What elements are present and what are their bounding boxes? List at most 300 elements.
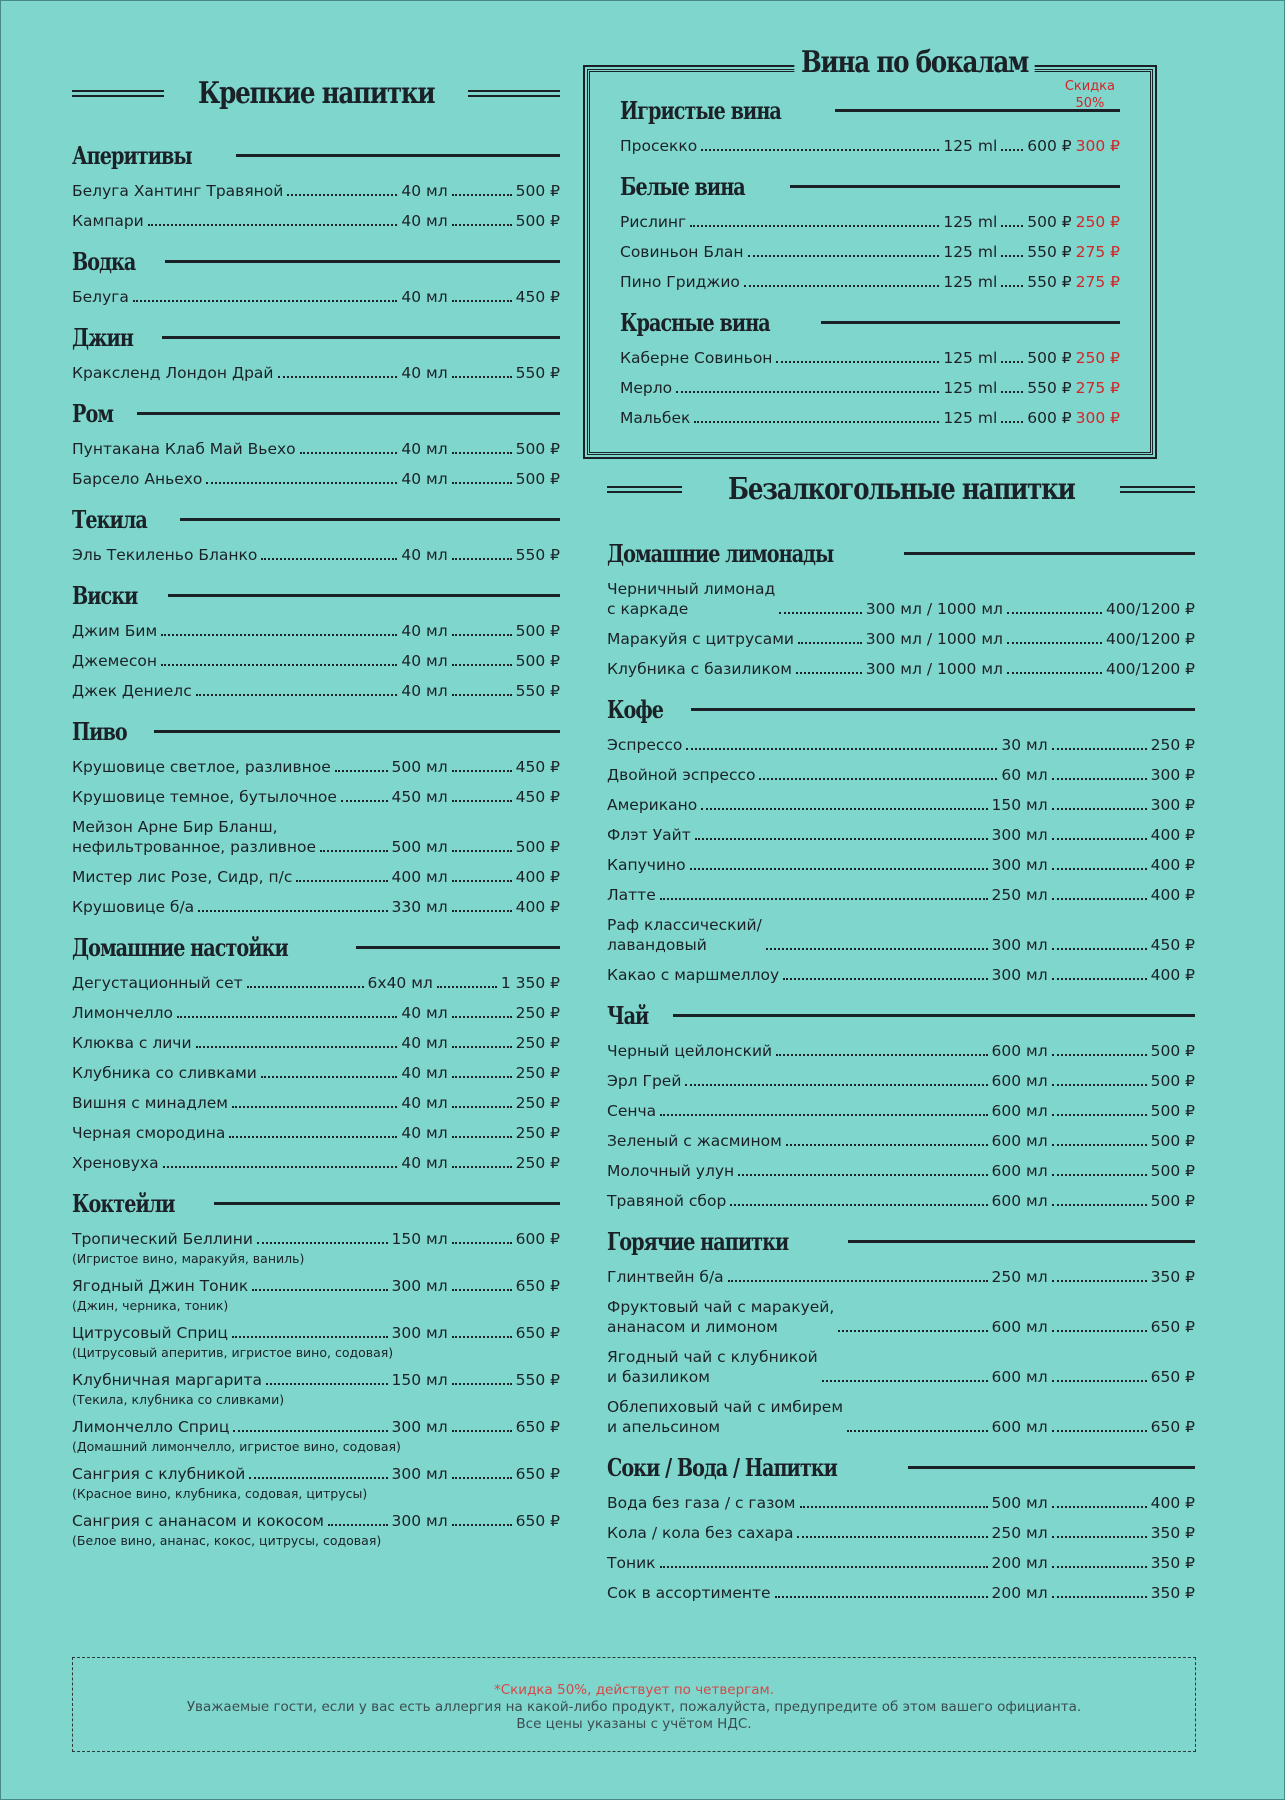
item-volume: 125 ml (943, 379, 998, 397)
item-name (72, 817, 316, 857)
section-title: Чай (607, 1000, 649, 1030)
menu-item (607, 1397, 1195, 1437)
item-volume: 250 мл (991, 1268, 1048, 1286)
menu-item (72, 1063, 560, 1083)
item-volume: 600 мл (991, 1042, 1048, 1060)
item-price: 450 ₽ (515, 788, 560, 806)
item-price: 500 ₽ (1150, 1132, 1195, 1150)
menu-item (607, 1553, 1195, 1573)
item-name: Вишня с минадлем (72, 1094, 228, 1112)
item-discount-price: 275 ₽ (1075, 379, 1120, 397)
item-name: Маракуйя с цитрусами (607, 630, 794, 648)
section-title: Красные вина (620, 307, 770, 337)
dot-leader (1052, 868, 1147, 870)
dot-leader (328, 1524, 388, 1526)
item-name-line1: Мейзон Арне Бир Бланш, (72, 818, 278, 836)
item-volume: 300 мл (391, 1512, 448, 1530)
item-price: 400 ₽ (515, 868, 560, 886)
dot-leader (148, 224, 398, 226)
dot-leader (452, 1076, 512, 1078)
item-price: 400/1200 ₽ (1105, 600, 1195, 618)
item-volume: 40 мл (401, 1124, 448, 1142)
dot-leader (437, 986, 497, 988)
item-name: Клубника с базиликом (607, 660, 792, 678)
soft-drinks-heading: Безалкогольные напитки (727, 471, 1075, 507)
item-name: Американо (607, 796, 698, 814)
item-volume: 40 мл (401, 470, 448, 488)
menu-item (72, 897, 560, 917)
item-name-line2: ананасом и лимоном (607, 1318, 778, 1336)
section-header (607, 533, 1195, 573)
dot-leader (452, 194, 512, 196)
item-price: 400 ₽ (1150, 1494, 1195, 1512)
item-volume: 40 мл (401, 364, 448, 382)
menu-item (620, 136, 1120, 156)
item-volume: 40 мл (401, 652, 448, 670)
item-name: Молочный улун (607, 1162, 735, 1180)
section-rule (236, 154, 560, 157)
item-volume: 330 мл (391, 898, 448, 916)
dot-leader (452, 1106, 512, 1108)
item-volume: 300 мл (391, 1277, 448, 1295)
dot-leader (838, 1330, 987, 1332)
item-name: Мальбек (620, 409, 691, 427)
item-volume: 300 мл (391, 1324, 448, 1342)
section-rule (137, 412, 560, 415)
footer-vat-note: Все цены указаны с учётом НДС. (516, 1716, 752, 1732)
dot-leader (1007, 642, 1102, 644)
dot-leader (1052, 1536, 1147, 1538)
item-volume: 125 ml (943, 409, 998, 427)
item-volume: 300 мл / 1000 мл (865, 660, 1003, 678)
dot-leader (232, 1106, 397, 1108)
item-name-line1: Фруктовый чай с маракуей, (607, 1298, 835, 1316)
dot-leader (452, 1046, 512, 1048)
item-name: Просекко (620, 137, 698, 155)
item-volume: 500 мл (391, 838, 448, 856)
dot-leader (452, 1166, 512, 1168)
item-ingredients: (Игристое вино, маракуйя, ваниль) (72, 1251, 305, 1266)
discount-note-value: 50% (1075, 96, 1105, 111)
menu-item (620, 408, 1120, 428)
item-price: 650 ₽ (515, 1277, 560, 1295)
item-price: 500 ₽ (515, 212, 560, 230)
item-volume: 40 мл (401, 1094, 448, 1112)
strong-drinks-title (72, 69, 560, 117)
dot-leader (452, 1289, 512, 1291)
dot-leader (452, 770, 512, 772)
dot-leader (452, 1430, 512, 1432)
dot-leader (1052, 1506, 1147, 1508)
item-volume: 300 мл (391, 1465, 448, 1483)
item-volume: 300 мл (391, 1418, 448, 1436)
menu-item (72, 211, 560, 231)
menu-item (72, 867, 560, 887)
dot-leader (261, 1076, 398, 1078)
menu-item (620, 212, 1120, 232)
dot-leader (1001, 421, 1023, 423)
item-name: Латте (607, 886, 656, 904)
item-name-line1: Черничный лимонад (607, 580, 776, 598)
section-title: Текила (72, 504, 147, 534)
dot-leader (229, 1136, 397, 1138)
footer-notice (72, 1657, 1196, 1752)
menu-item (607, 765, 1195, 785)
dot-leader (452, 1242, 512, 1244)
item-price: 400 ₽ (1150, 856, 1195, 874)
menu-item (72, 363, 560, 383)
item-price: 550 ₽ (515, 364, 560, 382)
item-name: Двойной эспрессо (607, 766, 756, 784)
item-price: 400 ₽ (515, 898, 560, 916)
item-volume: 300 мл (991, 966, 1048, 984)
item-price: 500 ₽ (515, 182, 560, 200)
dot-leader (452, 850, 512, 852)
menu-item (607, 1191, 1195, 1211)
menu-item (72, 287, 560, 307)
item-price: 550 ₽ (515, 1371, 560, 1389)
dot-leader (1052, 1174, 1147, 1176)
dot-leader (676, 391, 939, 393)
item-name: Черная смородина (72, 1124, 226, 1142)
section-rule (848, 1240, 1195, 1243)
dot-leader (796, 672, 862, 674)
item-name: Пино Гриджио (620, 273, 740, 291)
menu-item (607, 795, 1195, 815)
item-price: 350 ₽ (1150, 1268, 1195, 1286)
title-rule-right (468, 90, 560, 97)
item-name: Клюква с личи (72, 1034, 192, 1052)
dot-leader (1052, 1566, 1147, 1568)
strong-drinks-sections (72, 135, 560, 1548)
dot-leader (452, 1016, 512, 1018)
dot-leader (252, 1289, 387, 1291)
dot-leader (685, 1084, 987, 1086)
menu-item (72, 757, 560, 777)
menu-item (607, 1493, 1195, 1513)
dot-leader (1052, 1204, 1147, 1206)
dot-leader (452, 482, 512, 484)
dot-leader (822, 1380, 988, 1382)
item-name: Пунтакана Клаб Май Вьехо (72, 440, 296, 458)
item-volume: 125 ml (943, 137, 998, 155)
item-name: Джим Бим (72, 622, 158, 640)
item-volume: 150 мл (391, 1230, 448, 1248)
item-volume: 600 мл (991, 1072, 1048, 1090)
section-title: Водка (72, 246, 136, 276)
item-name: Эспрессо (607, 736, 683, 754)
item-name: Какао с маршмеллоу (607, 966, 780, 984)
item-price: 550 ₽ (515, 546, 560, 564)
item-price: 550 ₽ (1027, 379, 1072, 397)
item-name: Тоник (607, 1554, 656, 1572)
item-name: Травяной сбор (607, 1192, 727, 1210)
dot-leader (660, 1566, 988, 1568)
dot-leader (701, 808, 987, 810)
section-rule (673, 1014, 1195, 1017)
menu-item (72, 439, 560, 459)
section-rule (356, 946, 560, 949)
item-name: Зеленый с жасмином (607, 1132, 782, 1150)
dot-leader (1052, 978, 1147, 980)
item-discount-price: 300 ₽ (1075, 137, 1120, 155)
dot-leader (1001, 225, 1023, 227)
dot-leader (759, 778, 997, 780)
section-title: Игристые вина (620, 95, 781, 125)
item-price: 400 ₽ (1150, 826, 1195, 844)
dot-leader (1001, 255, 1023, 257)
item-discount-price: 275 ₽ (1075, 243, 1120, 261)
item-name: Рислинг (620, 213, 687, 231)
dot-leader (1001, 361, 1023, 363)
item-name-line2: и базиликом (607, 1368, 710, 1386)
item-discount-price: 275 ₽ (1075, 273, 1120, 291)
dot-leader (452, 1477, 512, 1479)
menu-item (607, 1297, 1195, 1337)
title-rule-left (72, 90, 164, 97)
dot-leader (133, 300, 397, 302)
item-volume: 450 мл (391, 788, 448, 806)
item-price: 350 ₽ (1150, 1554, 1195, 1572)
item-name-line2: лавандовый (607, 936, 707, 954)
wines-heading: Вина по бокалам (795, 45, 1035, 80)
item-volume: 40 мл (401, 1034, 448, 1052)
item-name: Мерло (620, 379, 673, 397)
menu-item (607, 885, 1195, 905)
item-volume: 40 мл (401, 212, 448, 230)
item-name (607, 1297, 834, 1337)
dot-leader (452, 300, 512, 302)
dot-leader (786, 1144, 988, 1146)
section-title: Виски (72, 580, 138, 610)
item-name: Глинтвейн б/а (607, 1268, 724, 1286)
item-volume: 40 мл (401, 682, 448, 700)
menu-item (72, 1003, 560, 1023)
item-name-line1: Раф классический/ (607, 916, 762, 934)
item-name (607, 915, 762, 955)
item-name: Крушовице б/а (72, 898, 195, 916)
item-volume: 300 мл / 1000 мл (865, 600, 1003, 618)
item-volume: 300 мл (991, 856, 1048, 874)
item-name: Белуга (72, 288, 129, 306)
item-name: Дегустационный сет (72, 974, 243, 992)
menu-item (607, 629, 1195, 649)
item-volume: 600 мл (991, 1318, 1048, 1336)
item-volume: 250 мл (991, 886, 1048, 904)
dot-leader (335, 770, 388, 772)
dot-leader (452, 376, 512, 378)
item-price: 600 ₽ (515, 1230, 560, 1248)
dot-leader (232, 1336, 388, 1338)
dot-leader (452, 224, 512, 226)
dot-leader (452, 1336, 512, 1338)
dot-leader (341, 800, 388, 802)
menu-item (72, 787, 560, 807)
dot-leader (695, 838, 988, 840)
section-header (607, 689, 1195, 729)
item-price: 500 ₽ (1150, 1162, 1195, 1180)
item-volume: 125 ml (943, 273, 998, 291)
dot-leader (797, 1536, 987, 1538)
section-title: Кофе (607, 694, 663, 724)
section-header (72, 135, 560, 175)
dot-leader (196, 694, 398, 696)
item-volume: 300 мл (991, 826, 1048, 844)
section-rule (162, 336, 560, 339)
item-volume: 125 ml (943, 213, 998, 231)
section-header (72, 317, 560, 357)
item-name: Сангрия с ананасом и кокосом (72, 1512, 324, 1530)
item-price: 300 ₽ (1150, 766, 1195, 784)
item-volume: 40 мл (401, 1064, 448, 1082)
dot-leader (776, 1054, 987, 1056)
item-name-line2: нефильтрованное, разливное (72, 838, 317, 856)
item-name: Эль Текиленьо Бланко (72, 546, 258, 564)
section-title: Джин (72, 322, 133, 352)
menu-item (72, 1033, 560, 1053)
item-volume: 40 мл (401, 1004, 448, 1022)
item-name: Лимончелло (72, 1004, 174, 1022)
item-price: 650 ₽ (1150, 1418, 1195, 1436)
section-header (72, 927, 560, 967)
item-price: 650 ₽ (515, 1465, 560, 1483)
menu-item (607, 965, 1195, 985)
dot-leader (1052, 1430, 1147, 1432)
dot-leader (1001, 149, 1023, 151)
dot-leader (177, 1016, 397, 1018)
dot-leader (766, 948, 988, 950)
item-name: Белуга Хантинг Травяной (72, 182, 284, 200)
dot-leader (452, 880, 512, 882)
item-name: Тропический Беллини (72, 1230, 253, 1248)
menu-item (607, 579, 1195, 619)
section-rule (165, 260, 560, 263)
menu-item (607, 1131, 1195, 1151)
dot-leader (278, 376, 398, 378)
item-price: 650 ₽ (515, 1324, 560, 1342)
dot-leader (779, 612, 862, 614)
item-volume: 150 мл (391, 1371, 448, 1389)
menu-item (72, 817, 560, 857)
item-volume: 500 мл (391, 758, 448, 776)
discount-note-label: Скидка (1064, 79, 1115, 94)
item-name: Джемесон (72, 652, 157, 670)
item-price: 600 ₽ (1027, 137, 1072, 155)
section-header (72, 499, 560, 539)
section-title: Домашние настойки (72, 932, 288, 962)
section-rule (691, 708, 1195, 711)
dot-leader (452, 452, 512, 454)
menu-item (607, 659, 1195, 679)
dot-leader (196, 1046, 398, 1048)
item-volume: 250 мл (991, 1524, 1048, 1542)
section-header (620, 90, 1120, 130)
menu-item (607, 825, 1195, 845)
dot-leader (320, 850, 387, 852)
section-title: Соки / Вода / Напитки (607, 1452, 837, 1482)
menu-item (607, 1267, 1195, 1287)
menu-item (72, 1153, 560, 1173)
menu-item (607, 735, 1195, 755)
item-ingredients: (Текила, клубника со сливками) (72, 1392, 285, 1407)
menu-item (607, 1583, 1195, 1603)
dot-leader (738, 1174, 987, 1176)
item-price: 250 ₽ (1150, 736, 1195, 754)
dot-leader (452, 1136, 512, 1138)
item-ingredients: (Джин, черника, тоник) (72, 1298, 229, 1313)
strong-drinks-column (72, 69, 560, 1558)
dot-leader (261, 558, 397, 560)
item-volume: 400 мл (391, 868, 448, 886)
section-header (72, 575, 560, 615)
item-name: Ягодный Джин Тоник (72, 1277, 249, 1295)
wine-sections (620, 90, 1120, 428)
dot-leader (660, 1114, 987, 1116)
item-volume: 600 мл (991, 1102, 1048, 1120)
menu-item (72, 1229, 560, 1249)
dot-leader (1052, 808, 1147, 810)
dot-leader (1007, 612, 1102, 614)
item-price: 500 ₽ (1150, 1072, 1195, 1090)
item-volume: 40 мл (401, 182, 448, 200)
item-name: Клубника со сливками (72, 1064, 257, 1082)
dot-leader (748, 255, 940, 257)
menu-item (72, 1093, 560, 1113)
item-name: Клубничная маргарита (72, 1371, 263, 1389)
menu-item (72, 1323, 560, 1343)
item-price: 350 ₽ (1150, 1584, 1195, 1602)
item-price: 450 ₽ (1150, 936, 1195, 954)
item-price: 250 ₽ (515, 1154, 560, 1172)
section-rule (154, 730, 560, 733)
menu-item (72, 1276, 560, 1296)
dot-leader (198, 910, 387, 912)
dot-leader (775, 1596, 988, 1598)
menu-item (72, 469, 560, 489)
section-title: Аперитивы (72, 140, 192, 170)
section-title: Домашние лимонады (607, 538, 834, 568)
menu-item (72, 1511, 560, 1531)
menu-item (72, 545, 560, 565)
item-volume: 500 мл (991, 1494, 1048, 1512)
item-price: 400 ₽ (1150, 966, 1195, 984)
item-volume: 200 мл (991, 1554, 1048, 1572)
item-price: 450 ₽ (515, 288, 560, 306)
footer-discount-note: *Скидка 50%, действует по четвергам. (493, 1682, 775, 1698)
menu-item (607, 915, 1195, 955)
dot-leader (452, 1383, 512, 1385)
dot-leader (1052, 748, 1147, 750)
item-volume: 200 мл (991, 1584, 1048, 1602)
dot-leader (1052, 778, 1147, 780)
dot-leader (1052, 1280, 1147, 1282)
item-name: Черный цейлонский (607, 1042, 773, 1060)
section-header (72, 241, 560, 281)
section-title: Белые вина (620, 171, 745, 201)
dot-leader (660, 898, 988, 900)
item-price: 500 ₽ (1150, 1042, 1195, 1060)
item-price: 500 ₽ (1150, 1102, 1195, 1120)
item-price: 250 ₽ (515, 1004, 560, 1022)
dot-leader (728, 1280, 988, 1282)
item-price: 650 ₽ (515, 1512, 560, 1530)
item-name: Крушовице темное, бутылочное (72, 788, 337, 806)
dot-leader (206, 482, 397, 484)
item-name: Краксленд Лондон Драй (72, 364, 274, 382)
item-price: 500 ₽ (515, 622, 560, 640)
item-price: 500 ₽ (1150, 1192, 1195, 1210)
section-header (620, 166, 1120, 206)
